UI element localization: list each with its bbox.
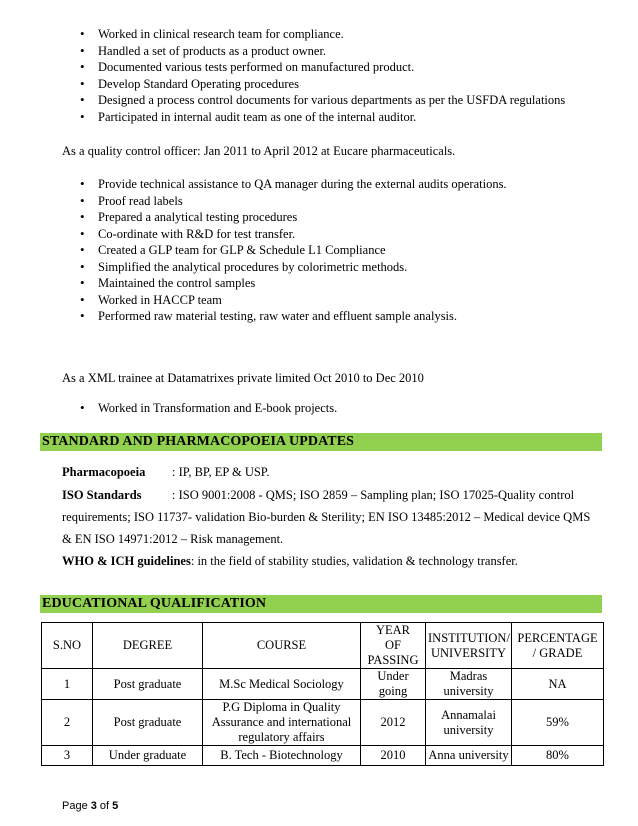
pharmacopoeia-label: Pharmacopoeia	[62, 465, 146, 479]
cell-grade: NA	[512, 669, 604, 700]
iso-value-line2: requirements; ISO 11737- validation Bio-burden & Sterility; EN ISO 13485:2012 – Medical device QMS	[62, 510, 591, 524]
cell-course: B. Tech - Biotechnology	[203, 746, 361, 766]
footer-prefix: Page	[62, 800, 91, 812]
iso-value-line3: & EN ISO 14971:2012 – Risk management.	[62, 532, 284, 546]
cell-sno: 2	[42, 700, 93, 746]
page-footer	[62, 800, 118, 812]
cell-year: 2010	[361, 746, 426, 766]
cell-degree: Under graduate	[93, 746, 203, 766]
who-row	[62, 553, 518, 569]
section-title-standards: STANDARD AND PHARMACOPOEIA UPDATES	[40, 433, 602, 451]
pharmacopoeia-row	[62, 464, 270, 480]
list-item: • Provide technical assistance to QA manager during the external audits operations.	[62, 176, 507, 193]
list-item: • Handled a set of products as a product owner.	[62, 43, 565, 60]
table-header-row	[42, 623, 604, 669]
cell-sno: 1	[42, 669, 93, 700]
table-row	[42, 669, 604, 700]
header-percentage: PERCENTAGE / GRADE	[512, 623, 604, 669]
responsibilities-list-3	[62, 400, 337, 417]
cell-sno: 3	[42, 746, 93, 766]
list-item: • Co-ordinate with R&D for test transfer.	[62, 226, 507, 243]
xml-trainee-heading: As a XML trainee at Datamatrixes private limited Oct 2010 to Dec 2010	[62, 371, 424, 385]
list-item: • Worked in Transformation and E-book projects.	[62, 400, 337, 417]
education-table	[41, 622, 604, 766]
cell-course: M.Sc Medical Sociology	[203, 669, 361, 700]
list-item: • Documented various tests performed on manufactured product.	[62, 59, 565, 76]
header-course: COURSE	[203, 623, 361, 669]
cell-institution: Anna university	[426, 746, 512, 766]
header-year: YEAR OF PASSING	[361, 623, 426, 669]
cell-year: Under going	[361, 669, 426, 700]
iso-label: ISO Standards	[62, 488, 142, 502]
list-item: • Worked in HACCP team	[62, 292, 507, 309]
qc-officer-heading: As a quality control officer: Jan 2011 to April 2012 at Eucare pharmaceuticals.	[62, 144, 456, 158]
pharmacopoeia-value: : IP, BP, EP & USP.	[172, 465, 270, 479]
list-item: • Participated in internal audit team as one of the internal auditor.	[62, 109, 565, 126]
header-degree: DEGREE	[93, 623, 203, 669]
responsibilities-list-1	[62, 26, 565, 125]
section-title-education: EDUCATIONAL QUALIFICATION	[40, 595, 602, 613]
header-institution: INSTITUTION/ UNIVERSITY	[426, 623, 512, 669]
list-item: • Maintained the control samples	[62, 275, 507, 292]
table-row	[42, 700, 604, 746]
list-item: • Proof read labels	[62, 193, 507, 210]
list-item: • Prepared a analytical testing procedures	[62, 209, 507, 226]
iso-value-line1: : ISO 9001:2008 - QMS; ISO 2859 – Sampling plan; ISO 17025-Quality control	[172, 488, 575, 502]
cell-institution: Madras university	[426, 669, 512, 700]
list-item: • Created a GLP team for GLP & Schedule L1 Compliance	[62, 242, 507, 259]
cell-institution: Annamalai university	[426, 700, 512, 746]
cell-degree: Post graduate	[93, 700, 203, 746]
iso-row	[62, 487, 574, 503]
list-item: • Worked in clinical research team for compliance.	[62, 26, 565, 43]
header-sno: S.NO	[42, 623, 93, 669]
list-item: • Designed a process control documents for various departments as per the USFDA regulations	[62, 92, 565, 109]
table-row	[42, 746, 604, 766]
cell-grade: 80%	[512, 746, 604, 766]
who-label: WHO & ICH guidelines	[62, 554, 191, 568]
footer-of: of	[96, 800, 113, 812]
cell-degree: Post graduate	[93, 669, 203, 700]
list-item: • Simplified the analytical procedures by colorimetric methods.	[62, 259, 507, 276]
cell-grade: 59%	[512, 700, 604, 746]
list-item: • Performed raw material testing, raw water and effluent sample analysis.	[62, 308, 507, 325]
page-number: 3	[90, 800, 97, 812]
cell-year: 2012	[361, 700, 426, 746]
page-total: 5	[112, 800, 119, 812]
cell-course: P.G Diploma in Quality Assurance and international regulatory affairs	[203, 700, 361, 746]
list-item: • Develop Standard Operating procedures	[62, 76, 565, 93]
responsibilities-list-2	[62, 176, 507, 325]
who-value: : in the field of stability studies, validation & technology transfer.	[190, 554, 518, 568]
